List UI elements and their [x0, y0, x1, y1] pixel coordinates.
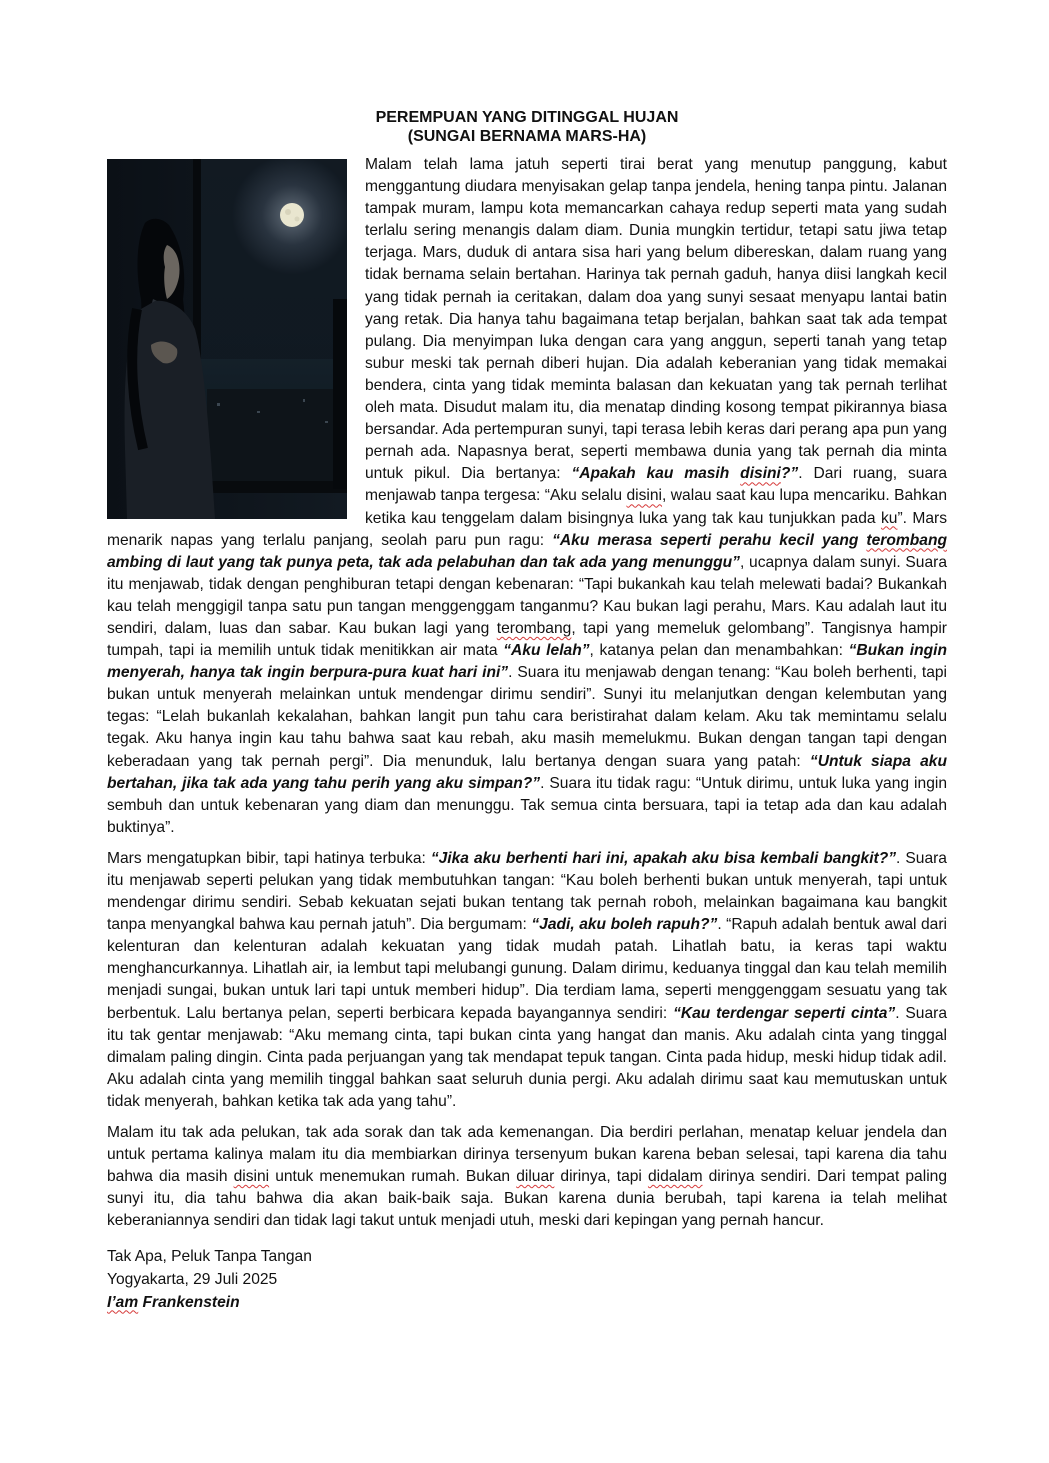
misspelled-word: diluar [516, 1168, 555, 1186]
quote-bukan-ingin-menyerah: “Bukan ingin menyerah, hanya tak ingin berpura-pura kuat hari ini” [107, 642, 948, 682]
quote-jika-aku-berhenti: “Jika aku berhenti hari ini, apakah aku bisa kembali bangkit?” [430, 849, 897, 867]
misspelled-word: terombang [496, 619, 572, 637]
misspelled-word: disini [626, 487, 663, 505]
quote-untuk-siapa-aku-bertahan: “Untuk siapa aku bertahan, jika tak ada yang tahu perih yang aku simpan?” [107, 752, 947, 792]
illustration-svg [107, 159, 347, 519]
misspelled-word: didalam [647, 1168, 703, 1186]
title-line-2: (SUNGAI BERNAMA MARS-HA) [407, 128, 647, 145]
quote-jadi-aku-boleh-rapuh: “Jadi, aku boleh rapuh?” [531, 916, 718, 934]
quote-kau-terdengar-seperti-cinta: “Kau terdengar seperti cinta” [673, 1004, 896, 1022]
quote-aku-lelah: “Aku lelah” [503, 642, 590, 660]
signature-place-date: Yogyakarta, 29 Juli 2025 [107, 1270, 278, 1288]
title-line-1: PEREMPUAN YANG DITINGGAL HUJAN [375, 109, 679, 126]
misspelled-word: ku [880, 509, 898, 527]
document-title [107, 108, 947, 146]
quote-apakah-kau-masih-disini: “Apakah kau masih disini?” [571, 465, 799, 483]
document-page [107, 108, 947, 1314]
signature-author: I’am Frankenstein [107, 1293, 240, 1311]
signature-title: Tak Apa, Peluk Tanpa Tangan [107, 1247, 312, 1265]
misspelled-word: disini [233, 1168, 270, 1186]
paragraph-2: Mars mengatupkan bibir, tapi hatinya terbuka: “Jika aku berhenti hari ini, apakah aku bisa kembali bangkit?”. Suara itu menjawab seperti pelukan yang tidak membutuhkan tangan: “Kau boleh berhenti bukan untuk menyerah, tapi untuk mendengar dirimu sendiri. Sebab kekuatan sejati bukan tentang tak pernah roboh, melainkan bagaimana kau bangkit tanpa menyangkal bahwa kau pernah jatuh”. Dia bergumam: “Jadi, aku boleh rapuh?”. “Rapuh adalah bentuk awal dari kelenturan dan kelenturan adalah kekuatan yang tidak mudah patah. Lihatlah batu, ia keras tapi waktu menghancurkannya. Lihatlah air, ia lembut tapi melubangi gunung. Dalam dirimu, keduanya tinggal dan kau telah memilih menjadi sungai, bukan untuk lari tapi untuk memberi hidup”. Dia terdiam lama, seperti menggenggam sesuatu yang tak berbentuk. Lalu bertanya pelan, seperti berbicara kepada bayangannya sendiri: “Kau terdengar seperti cinta”. Suara itu tak gentar menjawab: “Aku memang cinta, tapi bukan cinta yang hangat dan manis. Aku adalah cinta yang tinggal dimalam paling dingin. Cinta pada perjuangan yang tak mendapat tepuk tangan. Cinta pada hidup, meski hidup tidak adil. Aku adalah cinta yang memilih tinggal bahkan saat seluruh dunia pergi. Aku adalah dirimu saat kau memutuskan untuk tidak menyerah, bahkan ketika tak ada yang tahu”. [107, 849, 948, 1110]
paragraph-1: Malam telah lama jatuh seperti tirai berat yang menutup panggung, kabut menggantung diudara menyisakan gelap tanpa jendela, hening tanpa pintu. Jalanan tampak muram, lampu kota memancarkan cahaya redup seperti mata yang sudah terlalu sering menangis dalam diam. Dunia mungkin tertidur, tetapi satu jiwa tetap terjaga. Mars, duduk di antara sisa hari yang belum dibereskan, dalam ruang yang tidak bernama selain bertahan. Harinya tak pernah gaduh, hanya diisi langkah kecil yang tidak pernah ia ceritakan, dalam doa yang sunyi sesaat menyapu lantai batin yang retak. Dia hanya tahu bagaimana tetap berjalan, bahkan saat tak ada tempat pulang. Dia menyimpan luka dengan cara yang anggun, seperti tanah yang tetap subur meski tak pernah diberi hujan. Dia adalah keberanian yang tidak memakai bendera, cinta yang tidak meminta balasan dan kekuatan yang tak pernah terlihat oleh mata. Disudut malam itu, dia menatap dinding kosong tempat pikirannya biasa bersandar. Ada pertempuran sunyi, tapi terasa lebih keras dari perang apa pun yang pernah ada. Napasnya berat, seperti membawa dunia yang tak pernah dia minta untuk pikul. Dia bertanya: “Apakah kau masih disini?”. Dari ruang, suara menjawab tanpa tergesa: “Aku selalu disini, walau saat kau lupa mencariku. Bahkan ketika kau tenggelam dalam bisingnya luka yang tak kau tunjukkan pada ku”. Mars menarik napas yang terlalu panjang, seolah paru pun ragu: “Aku merasa seperti perahu kecil yang terombang ambing di laut yang tak punya peta, tak ada pelabuhan dan tak ada yang menunggu”, ucapnya dalam sunyi. Suara itu menjawab, tidak dengan penghiburan tetapi dengan kebenaran: “Tapi bukankah kau telah melewati badai? Bukankah kau telah menggigil tanpa satu pun tangan menggenggam tanganmu? Kau bukan lagi perahu, Mars. Kau adalah laut itu sendiri, dalam, luas dan sabar. Kau bukan lagi yang terombang, tapi yang memeluk gelombang”. Tangisnya hampir tumpah, tapi ia memilih untuk tidak menitikkan air mata “Aku lelah”, katanya pelan dan menambahkan: “Bukan ingin menyerah, hanya tak ingin berpura-pura kuat hari ini”. Suara itu menjawab dengan tenang: “Kau boleh berhenti, tapi bukan untuk menyerah melainkan untuk mendengar dirimu sendiri”. Sunyi itu melanjutkan dengan kelembutan yang tegas: “Lelah bukanlah kekalahan, bahkan langit pun tahu cara beristirahat dalam kelam. Aku tak memintamu selalu tegak. Aku hanya ingin kau tahu bahwa saat kau rebah, aku masih memelukmu. Bukan dengan tangan tapi dengan keberadaan yang tak pernah pergi”. Dia menunduk, lalu bertanya dengan suara yang patah: “Untuk siapa aku bertahan, jika tak ada yang tahu perih yang aku simpan?”. Suara itu tidak ragu: “Untuk dirimu, untuk luka yang ingin sembuh dan untuk kebenaran yang diam dan menunggu. Tak semua cinta bersuara, tapi ia tetap ada dan kau adalah buktinya”. [107, 156, 948, 836]
quote-perahu-kecil: “Aku merasa seperti perahu kecil yang terombang ambing di laut yang tak punya peta, tak ada pelabuhan dan tak ada yang menunggu” [107, 531, 947, 571]
illustration-woman-moon-window [107, 159, 347, 519]
paragraph-3: Malam itu tak ada pelukan, tak ada sorak dan tak ada kemenangan. Dia berdiri perlahan, menatap keluar jendela dan untuk pertama kalinya malam itu dia membiarkan dirinya tersenyum bukan karena beban selesai, tapi karena dia tahu bahwa dia masih disini untuk menemukan rumah. Bukan diluar dirinya, tapi didalam dirinya sendiri. Dari tempat paling sunyi itu, dia tahu bahwa dia akan baik-baik saja. Bukan karena dunia berubah, tapi karena ia telah melihat keberaniannya sendiri dan tidak lagi takut untuk menjadi utuh, meski dari kepingan yang pernah hancur. [107, 1124, 947, 1230]
signature-block [107, 1245, 947, 1314]
